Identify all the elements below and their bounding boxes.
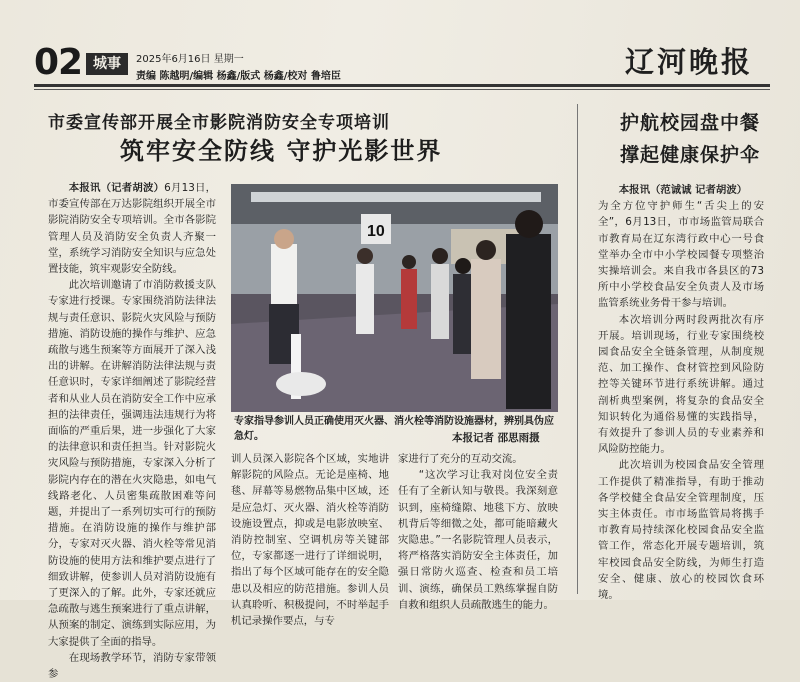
- lead-paragraph-5: 家进行了充分的互动交流。: [398, 453, 523, 465]
- lead-paragraph-2: 此次培训邀请了市消防救援支队专家进行授课。专家围绕消防法律法规与责任意识、影院火灾风险与预防措施、消防设施的操作与维护、应急疏散与逃生预案等方面展开了深入浅出的讲解。在讲解消防法律法规与责任意识时，专家详细阐述了影院经营者和从业人员在消防安全工作中应承担的法律责任，强调违法违规行为将面临的严重后果，进一步强化了大家的法律意识和责任担当。针对影院火灾风险与预防措施，专家深入分析了影院内存在的潜在火灾隐患，如电气线路老化、人员密集疏散困难等问题，并提出了一系列切实可行的预防措施。在消防设施的操作与维护部分，专家对灭火器、消火栓等常见消防设施的使用方法和维护要点进行了细致讲解，使参训人员对消防设施有了更深入的了解。此外，专家还就应急疏散与逃生预案进行了重点讲解，从预案的制定、演练到实际应用，为大家提供了全面的指导。: [48, 279, 216, 648]
- side-paragraph-2: 本次培训分两时段两批次有序开展。培训现场，行业专家围绕校园食品安全全链条管理，从制度规范、加工操作、食材管控到风险防控等关键环节进行系统讲解。通过剖析典型案例，将复杂的食品安全知识转化为通俗易懂的实践指导，有效提升了参训人员的专业素养和风险防控能力。: [598, 313, 764, 456]
- editor-credits: 责编 陈越明/编辑 杨鑫/版式 杨鑫/校对 鲁培臣: [136, 71, 341, 82]
- photo-credit: 本报记者 邵思雨摄: [452, 432, 540, 444]
- lead-paragraph-1: 6月13日，市委宣传部在万达影院组织开展全市影院消防安全专项培训。全市各影院管理人员及消防安全负责人齐聚一堂，系统学习消防安全知识与应急处置技能，筑牢观影安全防线。: [48, 182, 216, 276]
- side-paragraph-1: 为全方位守护师生“舌尖上的安全”，6月13日，市市场监管局联合市教育局在辽东湾行政中心一号食堂举办全市中小学校园餐专项整治实操培训会。来自我市各县区的73所中小学校食品安全负责人及市场监管系统业务骨干参与培训。: [598, 200, 764, 310]
- side-paragraph-3: 此次培训为校园食品安全管理工作提供了精准指导，有助于推动各学校健全食品安全管理制度，压实主体责任。市市场监管局将携手市教育局持续深化校园食品安全监管工作，常态化开展专题培训，筑牢校园食品安全防线，为师生打造安全、健康、放心的校园饮食环境。: [598, 459, 764, 602]
- photo-sign-number: 10: [367, 223, 385, 240]
- photo-caption: 专家指导参训人员正确使用灭火器、消火栓等消防设施器材，辨别具伪应急灯。: [234, 416, 554, 442]
- header-rule: [34, 84, 770, 87]
- issue-date: 2025年6月16日 星期一: [136, 54, 244, 65]
- lead-paragraph-4: 训人员深入影院各个区域，实地讲解影院的风险点。无论是座椅、地毯、屏幕等易燃物品集中区域，还是应急灯、灭火器、消火栓等消防设施设置点，抑或是电影放映室、消防控制室、空调机房等关键部位，专家都逐一进行了详细说明，指出了每个区域可能存在的安全隐患以及相应的防范措施。参训人员认真聆听、积极提问，不时举起手机记录操作要点，与专: [231, 453, 389, 628]
- lead-column-2: [231, 451, 389, 628]
- lead-paragraph-3: 在现场教学环节，消防专家带领参: [48, 651, 216, 681]
- lead-byline: 本报讯（记者胡波）: [68, 182, 165, 194]
- column-divider: [577, 104, 578, 594]
- side-headline-1: 护航校园盘中餐: [620, 112, 761, 134]
- header-rule-thin: [34, 89, 770, 90]
- side-byline: 本报讯（范诚诚 记者胡波）: [618, 184, 748, 196]
- lead-kicker: 市委宣传部开展全市影院消防安全专项培训: [48, 113, 390, 133]
- lead-column-1: [48, 180, 216, 681]
- lead-column-3: [398, 451, 558, 611]
- side-column: [598, 182, 764, 602]
- side-headline-2: 撑起健康保护伞: [620, 144, 761, 166]
- training-photo: [231, 184, 558, 412]
- lead-paragraph-6: “这次学习让我对岗位安全责任有了全新认知与敬畏。我深刻意识到，座椅缝隙、地毯下方、放映机背后等细微之处，都可能暗藏火灾隐患。”一名影院管理人员表示，将严格落实消防安全主体责任，加强日常防火巡查、检查和员工培训、演练，确保员工熟练掌握自防自救和组织人员疏散逃生的能力。: [398, 469, 558, 611]
- lead-headline: 筑牢安全防线 守护光影世界: [120, 136, 443, 165]
- masthead-logo: 辽河晚报: [625, 45, 754, 79]
- page-number: 02: [34, 42, 83, 83]
- section-label: 城事: [86, 53, 128, 75]
